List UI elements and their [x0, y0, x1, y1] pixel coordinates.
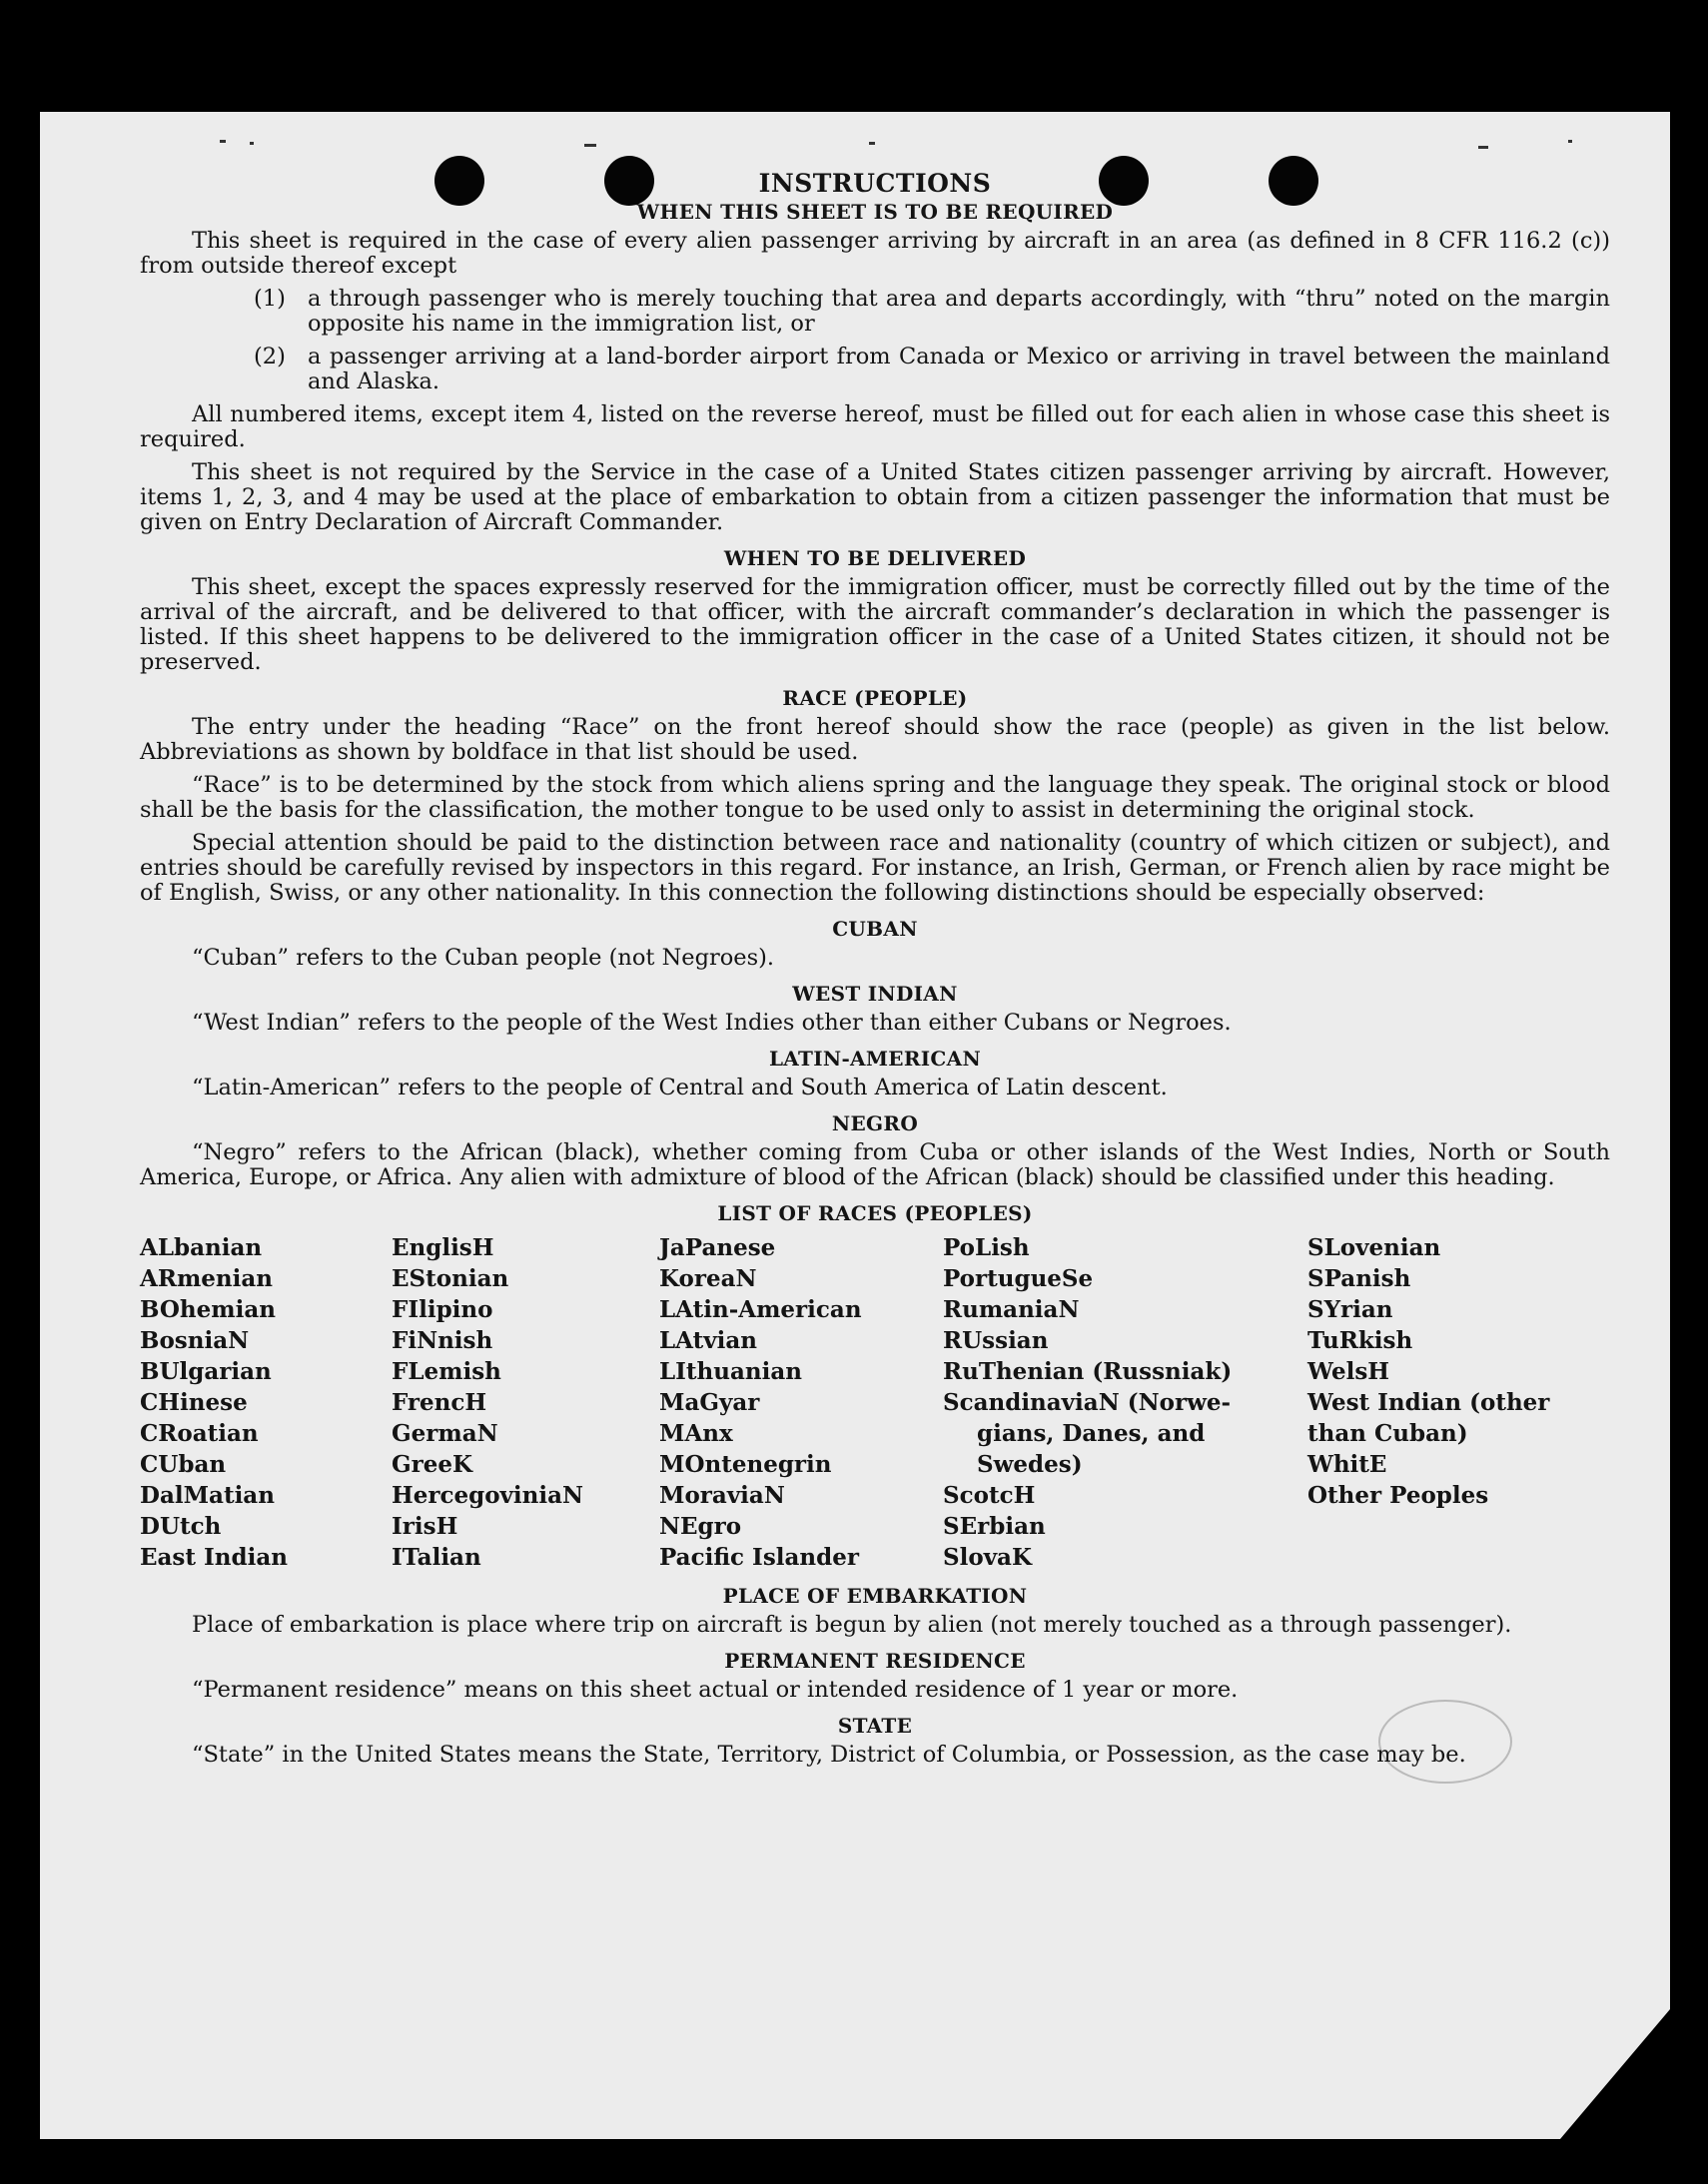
negro-definition: “Negro” refers to the African (black), whether coming from Cuba or other islands of the West Indies, North or South America, Europe, or Africa. Any alien with admixture of blood of the African (black) should be classified under this heading. — [140, 1139, 1610, 1190]
state-definition: “State” in the United States means the State, Territory, District of Columbia, or Possession, as the case may be. — [192, 1742, 1466, 1768]
exception-text: a passenger arriving at a land-border airport from Canada or Mexico or arriving in travel between the mainland and Alaska. — [308, 344, 1610, 394]
race-entry: ScandinaviaN (Norwe- — [943, 1389, 1232, 1416]
race-entry: CRoatian — [140, 1420, 259, 1447]
race-paragraph: “Race” is to be determined by the stock from which aliens spring and the language they speak. The original stock or blood shall be the basis for the classification, the mother tongue to be used only to assist in determining the original stock. — [140, 772, 1610, 823]
race-entry: FrencH — [392, 1389, 487, 1416]
race-column — [943, 1232, 1307, 1573]
dust-speck — [1478, 146, 1488, 149]
instructions-content — [140, 169, 1610, 1776]
page-fold-corner — [1560, 2009, 1670, 2139]
embarkation-definition: Place of embarkation is place where trip on aircraft is begun by alien (not merely touched as a through passenger). — [192, 1612, 1512, 1638]
heading-delivered: WHEN TO BE DELIVERED — [723, 546, 1027, 570]
race-entry: CUban — [140, 1451, 227, 1478]
heading-negro: NEGRO — [831, 1111, 919, 1135]
numbered-items-note: All numbered items, except item 4, listed on the reverse hereof, must be filled out for each alien in whose case this sheet is required. — [140, 401, 1610, 452]
residence-definition: “Permanent residence” means on this sheet actual or intended residence of 1 year or more. — [192, 1677, 1239, 1703]
race-entry: IrisH — [392, 1513, 458, 1540]
race-entry: MOntenegrin — [659, 1451, 832, 1478]
required-intro: This sheet is required in the case of every alien passenger arriving by aircraft in an area (as defined in 8 CFR 116.2 (c)) from outside thereof except — [140, 228, 1610, 279]
dust-speck — [1568, 140, 1572, 143]
document-sheet — [40, 112, 1670, 2139]
dust-speck — [220, 140, 226, 143]
heading-latin-american: LATIN-AMERICAN — [768, 1047, 982, 1071]
heading-embarkation: PLACE OF EMBARKATION — [722, 1584, 1028, 1608]
race-entry: ScotcH — [943, 1482, 1036, 1509]
race-entry: LIthuanian — [659, 1358, 802, 1385]
race-entry: WelsH — [1307, 1358, 1390, 1385]
dust-speck — [584, 144, 596, 147]
race-entry: Swedes) — [977, 1451, 1083, 1478]
race-entry: SLovenian — [1307, 1234, 1441, 1261]
race-entry: GermaN — [392, 1420, 498, 1447]
race-entry: FiNnish — [392, 1327, 493, 1354]
race-entry: FIlipino — [392, 1296, 493, 1323]
citizen-note: This sheet is not required by the Service in the case of a United States citizen passenger arriving by aircraft. However, items 1, 2, 3, and 4 may be used at the place of embarkation to obtain from a citizen passenger the information that must be given on Entry Declaration of Aircraft Commander. — [140, 459, 1610, 535]
race-entry: HercegoviniaN — [392, 1482, 584, 1509]
race-entry: FLemish — [392, 1358, 501, 1385]
race-entry: ITalian — [392, 1544, 481, 1571]
cuban-definition: “Cuban” refers to the Cuban people (not Negroes). — [192, 945, 775, 971]
race-entry: ALbanian — [140, 1234, 263, 1261]
race-list — [140, 1232, 1610, 1573]
race-paragraph: The entry under the heading “Race” on the front hereof should show the race (people) as given in the list below. Abbreviations as shown by boldface in that list should be used. — [140, 714, 1610, 765]
race-column — [140, 1232, 392, 1573]
race-entry: ARmenian — [140, 1265, 274, 1292]
delivered-text: This sheet, except the spaces expressly reserved for the immigration officer, must be correctly filled out by the time of the arrival of the aircraft, and be delivered to that officer, with the aircraft commander’s declaration in which the passenger is listed. If this sheet happens to be delivered to the immigration officer in the case of a United States citizen, it should not be preserved. — [140, 574, 1610, 675]
race-entry: SErbian — [943, 1513, 1046, 1540]
race-entry: BUlgarian — [140, 1358, 272, 1385]
race-entry: PoLish — [943, 1234, 1030, 1261]
race-entry: SYrian — [1307, 1296, 1393, 1323]
exception-item — [254, 345, 1610, 394]
race-entry: WhitE — [1307, 1451, 1387, 1478]
west-indian-definition: “West Indian” refers to the people of the West Indies other than either Cubans or Negroes. — [192, 1010, 1232, 1036]
race-entry: SlovaK — [943, 1544, 1032, 1571]
dust-speck — [250, 142, 254, 145]
race-entry: MAnx — [659, 1420, 733, 1447]
race-entry: Other Peoples — [1307, 1482, 1489, 1509]
exception-item — [254, 287, 1610, 337]
race-column — [392, 1232, 659, 1573]
exception-text: a through passenger who is merely touching that area and departs accordingly, with “thru” noted on the margin opposite his name in the immigration list, or — [308, 286, 1610, 337]
race-entry: than Cuban) — [1307, 1420, 1468, 1447]
latin-american-definition: “Latin-American” refers to the people of Central and South America of Latin descent. — [192, 1075, 1168, 1100]
exception-number: (1) — [254, 286, 286, 312]
race-entry: East Indian — [140, 1544, 288, 1571]
race-column — [1307, 1232, 1567, 1573]
dust-speck — [869, 142, 875, 145]
race-entry: Pacific Islander — [659, 1544, 859, 1571]
race-entry: MoraviaN — [659, 1482, 785, 1509]
heading-required: WHEN THIS SHEET IS TO BE REQUIRED — [636, 200, 1114, 224]
page-title: INSTRUCTIONS — [758, 169, 992, 198]
heading-residence: PERMANENT RESIDENCE — [724, 1649, 1026, 1673]
race-entry: MaGyar — [659, 1389, 760, 1416]
race-entry: GreeK — [392, 1451, 473, 1478]
race-entry: gians, Danes, and — [977, 1420, 1206, 1447]
race-entry: KoreaN — [659, 1265, 757, 1292]
race-column — [659, 1232, 943, 1573]
heading-race: RACE (PEOPLE) — [782, 686, 968, 710]
race-entry: LAtin-American — [659, 1296, 862, 1323]
race-entry: BosniaN — [140, 1327, 250, 1354]
heading-state: STATE — [837, 1714, 913, 1738]
race-entry: PortugueSe — [943, 1265, 1094, 1292]
race-entry: EStonian — [392, 1265, 509, 1292]
race-entry: DUtch — [140, 1513, 222, 1540]
race-entry: BOhemian — [140, 1296, 276, 1323]
race-entry: RuThenian (Russniak) — [943, 1358, 1233, 1385]
race-entry: RumaniaN — [943, 1296, 1080, 1323]
race-entry: LAtvian — [659, 1327, 757, 1354]
race-entry: NEgro — [659, 1513, 742, 1540]
race-entry: DalMatian — [140, 1482, 275, 1509]
race-entry: West Indian (other — [1307, 1389, 1550, 1416]
race-entry: TuRkish — [1307, 1327, 1413, 1354]
race-entry: JaPanese — [659, 1234, 776, 1261]
exception-number: (2) — [254, 344, 286, 369]
race-paragraph: Special attention should be paid to the distinction between race and nationality (country of which citizen or subject), and entries should be carefully revised by inspectors in this regard. For instance, an Irish, German, or French alien by race might be of English, Swiss, or any other nationality. In this connection the following distinctions should be especially observed: — [140, 830, 1610, 906]
heading-cuban: CUBAN — [832, 917, 918, 941]
heading-west-indian: WEST INDIAN — [792, 982, 958, 1006]
race-entry: RUssian — [943, 1327, 1049, 1354]
race-entry: SPanish — [1307, 1265, 1411, 1292]
race-entry: EnglisH — [392, 1234, 494, 1261]
heading-race-list: LIST OF RACES (PEOPLES) — [717, 1201, 1033, 1225]
race-entry: CHinese — [140, 1389, 248, 1416]
